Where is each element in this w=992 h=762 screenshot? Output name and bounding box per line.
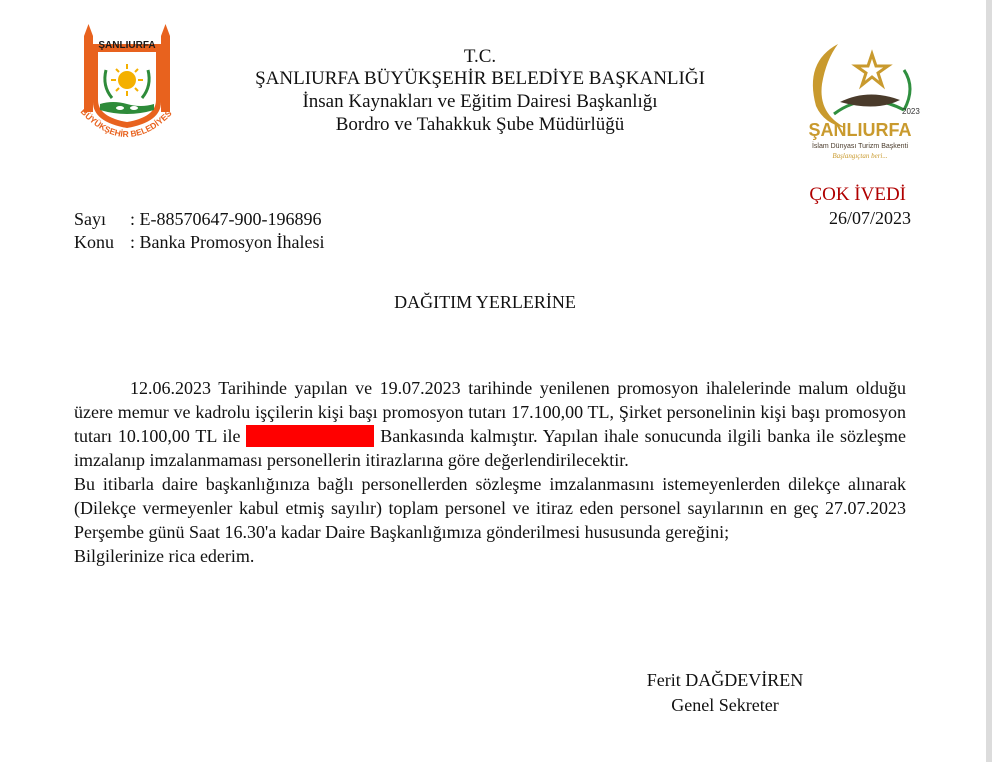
- header-tc: T.C.: [463, 46, 497, 67]
- tourism-tagline: Başlangıçtan beri...: [832, 152, 888, 160]
- subject-line: [74, 231, 324, 253]
- document-date: 26/07/2023: [828, 208, 911, 228]
- header-branch: Bordro ve Tahakkuk Şube Müdürlüğü: [335, 114, 625, 135]
- tourism-slogan: İslam Dünyası Turizm Başkenti: [811, 143, 909, 150]
- tourism-year: 2023: [902, 107, 920, 116]
- paragraph-3: Bilgilerinize rica ederim.: [74, 546, 255, 566]
- signatory-title: Genel Sekreter: [671, 695, 779, 715]
- tourism-logo: [776, 40, 936, 164]
- reference-value: : E-88570647-900-196896: [130, 209, 322, 229]
- subject-value: : Banka Promosyon İhalesi: [130, 232, 325, 252]
- reference-label: Sayı: [74, 209, 107, 229]
- signatory-name: Ferit DAĞDEVİREN: [646, 670, 804, 690]
- letter-body: [74, 376, 906, 568]
- paragraph-1-part-a: 12.06.2023 Tarihinde yapılan ve 19.07.2023 tarihinde yenilenen promosyon ihalelerinde malum olduğu üzere memur ve kadrolu işçilerin kişi başı promosyon tutarı 17.100,00 TL, Şirket personelinin kişi başı promosyon tutarı 10.100,00 TL ile: [74, 378, 906, 446]
- distribution-heading: DAĞITIM YERLERİNE: [394, 292, 576, 312]
- reference-number-line: [74, 208, 321, 230]
- municipality-logo: [74, 22, 180, 148]
- paragraph-1-part-b: Bankasında kalmıştır. Yapılan ihale sonucunda ilgili banka ile sözleşme imzalanıp imzalanmaması personellerin itirazlarına göre değerlendirilecektir.: [74, 426, 906, 470]
- logo-text-top: ŞANLIURFA: [98, 40, 156, 51]
- urgency-label: ÇOK İVEDİ: [809, 184, 906, 205]
- page-edge: [986, 0, 992, 762]
- paragraph-2: Bu itibarla daire başkanlığınıza bağlı personellerden sözleşme imzalanmasını istemeyenlerden dilekçe alınarak (Dilekçe vermeyenler kabul etmiş sayılır) toplam personel ve itiraz eden personel sayılarının en geç 27.07.2023 Perşembe günü Saat 16.30'a kadar Daire Başkanlığımıza gönderilmesi hususunda gereğini;: [74, 474, 906, 542]
- paragraph-1: [74, 376, 906, 472]
- header-municipality: ŞANLIURFA BÜYÜKŞEHİR BELEDİYE BAŞKANLIĞI: [255, 68, 705, 89]
- subject-label: Konu: [74, 232, 114, 252]
- header-department: İnsan Kaynakları ve Eğitim Dairesi Başkanlığı: [302, 91, 658, 112]
- logo-text-arc: BÜYÜKŞEHİR BELEDİYES: [78, 106, 174, 140]
- redacted-bank-name: [246, 425, 374, 447]
- tourism-name: ŞANLIURFA: [808, 120, 912, 140]
